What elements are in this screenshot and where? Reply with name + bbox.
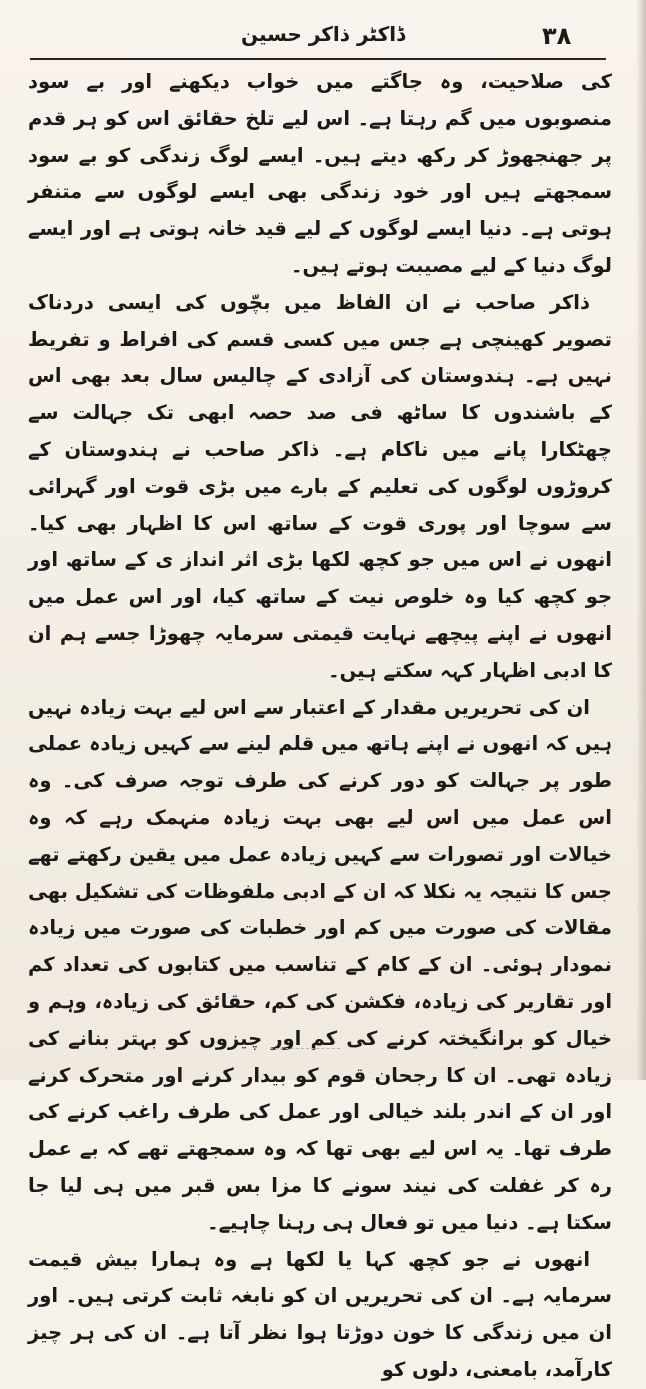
body-text [28, 64, 612, 1389]
paragraph: انھوں نے جو کچھ کہا یا لکھا ہے وہ ہمارا بیش قیمت سرمایہ ہے۔ ان کی تحریریں ان کو نابغہ ثابت کرتی ہیں۔ اور ان میں زندگی کا خون دوڑتا ہوا نظر آتا ہے۔ ان کی ہر چیز کارآمد، بامعنی، دلوں کو [28, 1247, 612, 1381]
header-rule [30, 58, 606, 60]
page-edge-shadow [636, 0, 646, 1080]
footer-divider [270, 1048, 340, 1050]
paragraph: ذاکر صاحب نے ان الفاظ میں بچّوں کی ایسی دردناک تصویر کھینچی ہے جس میں کسی قسم کی افراط و تفریط نہیں ہے۔ ہندوستان کی آزادی کے چالیس سال بعد بھی اس کے باشندوں کا ساٹھ فی صد حصہ ابھی تک جہالت سے چھٹکارا پانے میں ناکام ہے۔ ذاکر صاحب نے ہندوستان کے کروڑوں لوگوں کی تعلیم کے بارے میں بڑی قوت اور گہرائی سے سوچا اور پوری قوت کے ساتھ اس کا اظہار بھی کیا۔ انھوں نے اس میں جو کچھ لکھا بڑی اثر انداز ی کے ساتھ اور جو کچھ کیا وہ خلوص نیت کے ساتھ کیا، اور اس عمل میں انھوں نے اپنے پیچھے نہایت قیمتی سرمایہ چھوڑا جسے ہم ان کا ادبی اظہار کہہ سکتے ہیں۔ [28, 290, 612, 682]
paragraph: ان کی تحریریں مقدار کے اعتبار سے اس لیے بہت زیادہ نہیں ہیں کہ انھوں نے اپنے ہاتھ میں قلم لینے سے کہیں زیادہ عملی طور پر جہالت کو دور کرنے کی طرف توجہ صرف کی۔ وہ اس عمل میں اس لیے بھی بہت زیادہ منہمک رہے کہ وہ خیالات اور تصورات سے کہیں زیادہ عمل میں یقین رکھتے تھے جس کا نتیجہ یہ نکلا کہ ان کے ادبی ملفوظات کی تشکیل بھی مقالات کی صورت میں کم اور خطبات کی صورت میں زیادہ نمودار ہوئی۔ ان کے کام کے تناسب میں کتابوں کی تعداد کم اور تقاریر کی زیادہ، فکشن کی کم، حقائق کی زیادہ، وہم و خیال کو برانگیختہ کرنے کی کم اور چیزوں کو بہتر بنانے کی زیادہ تھی۔ ان کا رجحان قوم کو بیدار کرنے اور متحرک کرنے اور ان کے اندر بلند خیالی اور عمل کی طرف راغب کرنے کی طرف تھا۔ یہ اس لیے بھی تھا کہ وہ سمجھتے تھے کہ بے عمل رہ کر غفلت کی نیند سونے کا مزا بس قبر میں ہی لیا جا سکتا ہے۔ دنیا میں تو فعال ہی رہنا چاہیے۔ [28, 695, 612, 1234]
page-number: ۳۸ [542, 22, 572, 50]
paragraph: کی صلاحیت، وہ جاگتے میں خواب دیکھنے اور بے سود منصوبوں میں گم رہتا ہے۔ اس لیے تلخ حقائق اس کو ہر قدم پر جھنجھوڑ کر رکھ دیتے ہیں۔ ایسے لوگ زندگی کو بے سود سمجھتے ہیں اور خود زندگی بھی ایسے لوگوں سے متنفر ہوتی ہے۔ دنیا ایسے لوگوں کے لیے قید خانہ ہوتی ہے اور ایسے لوگ دنیا کے لیے مصیبت ہوتے ہیں۔ [28, 70, 612, 277]
page-header [0, 22, 646, 62]
running-head: ڈاکٹر ذاکر حسین [240, 22, 406, 46]
